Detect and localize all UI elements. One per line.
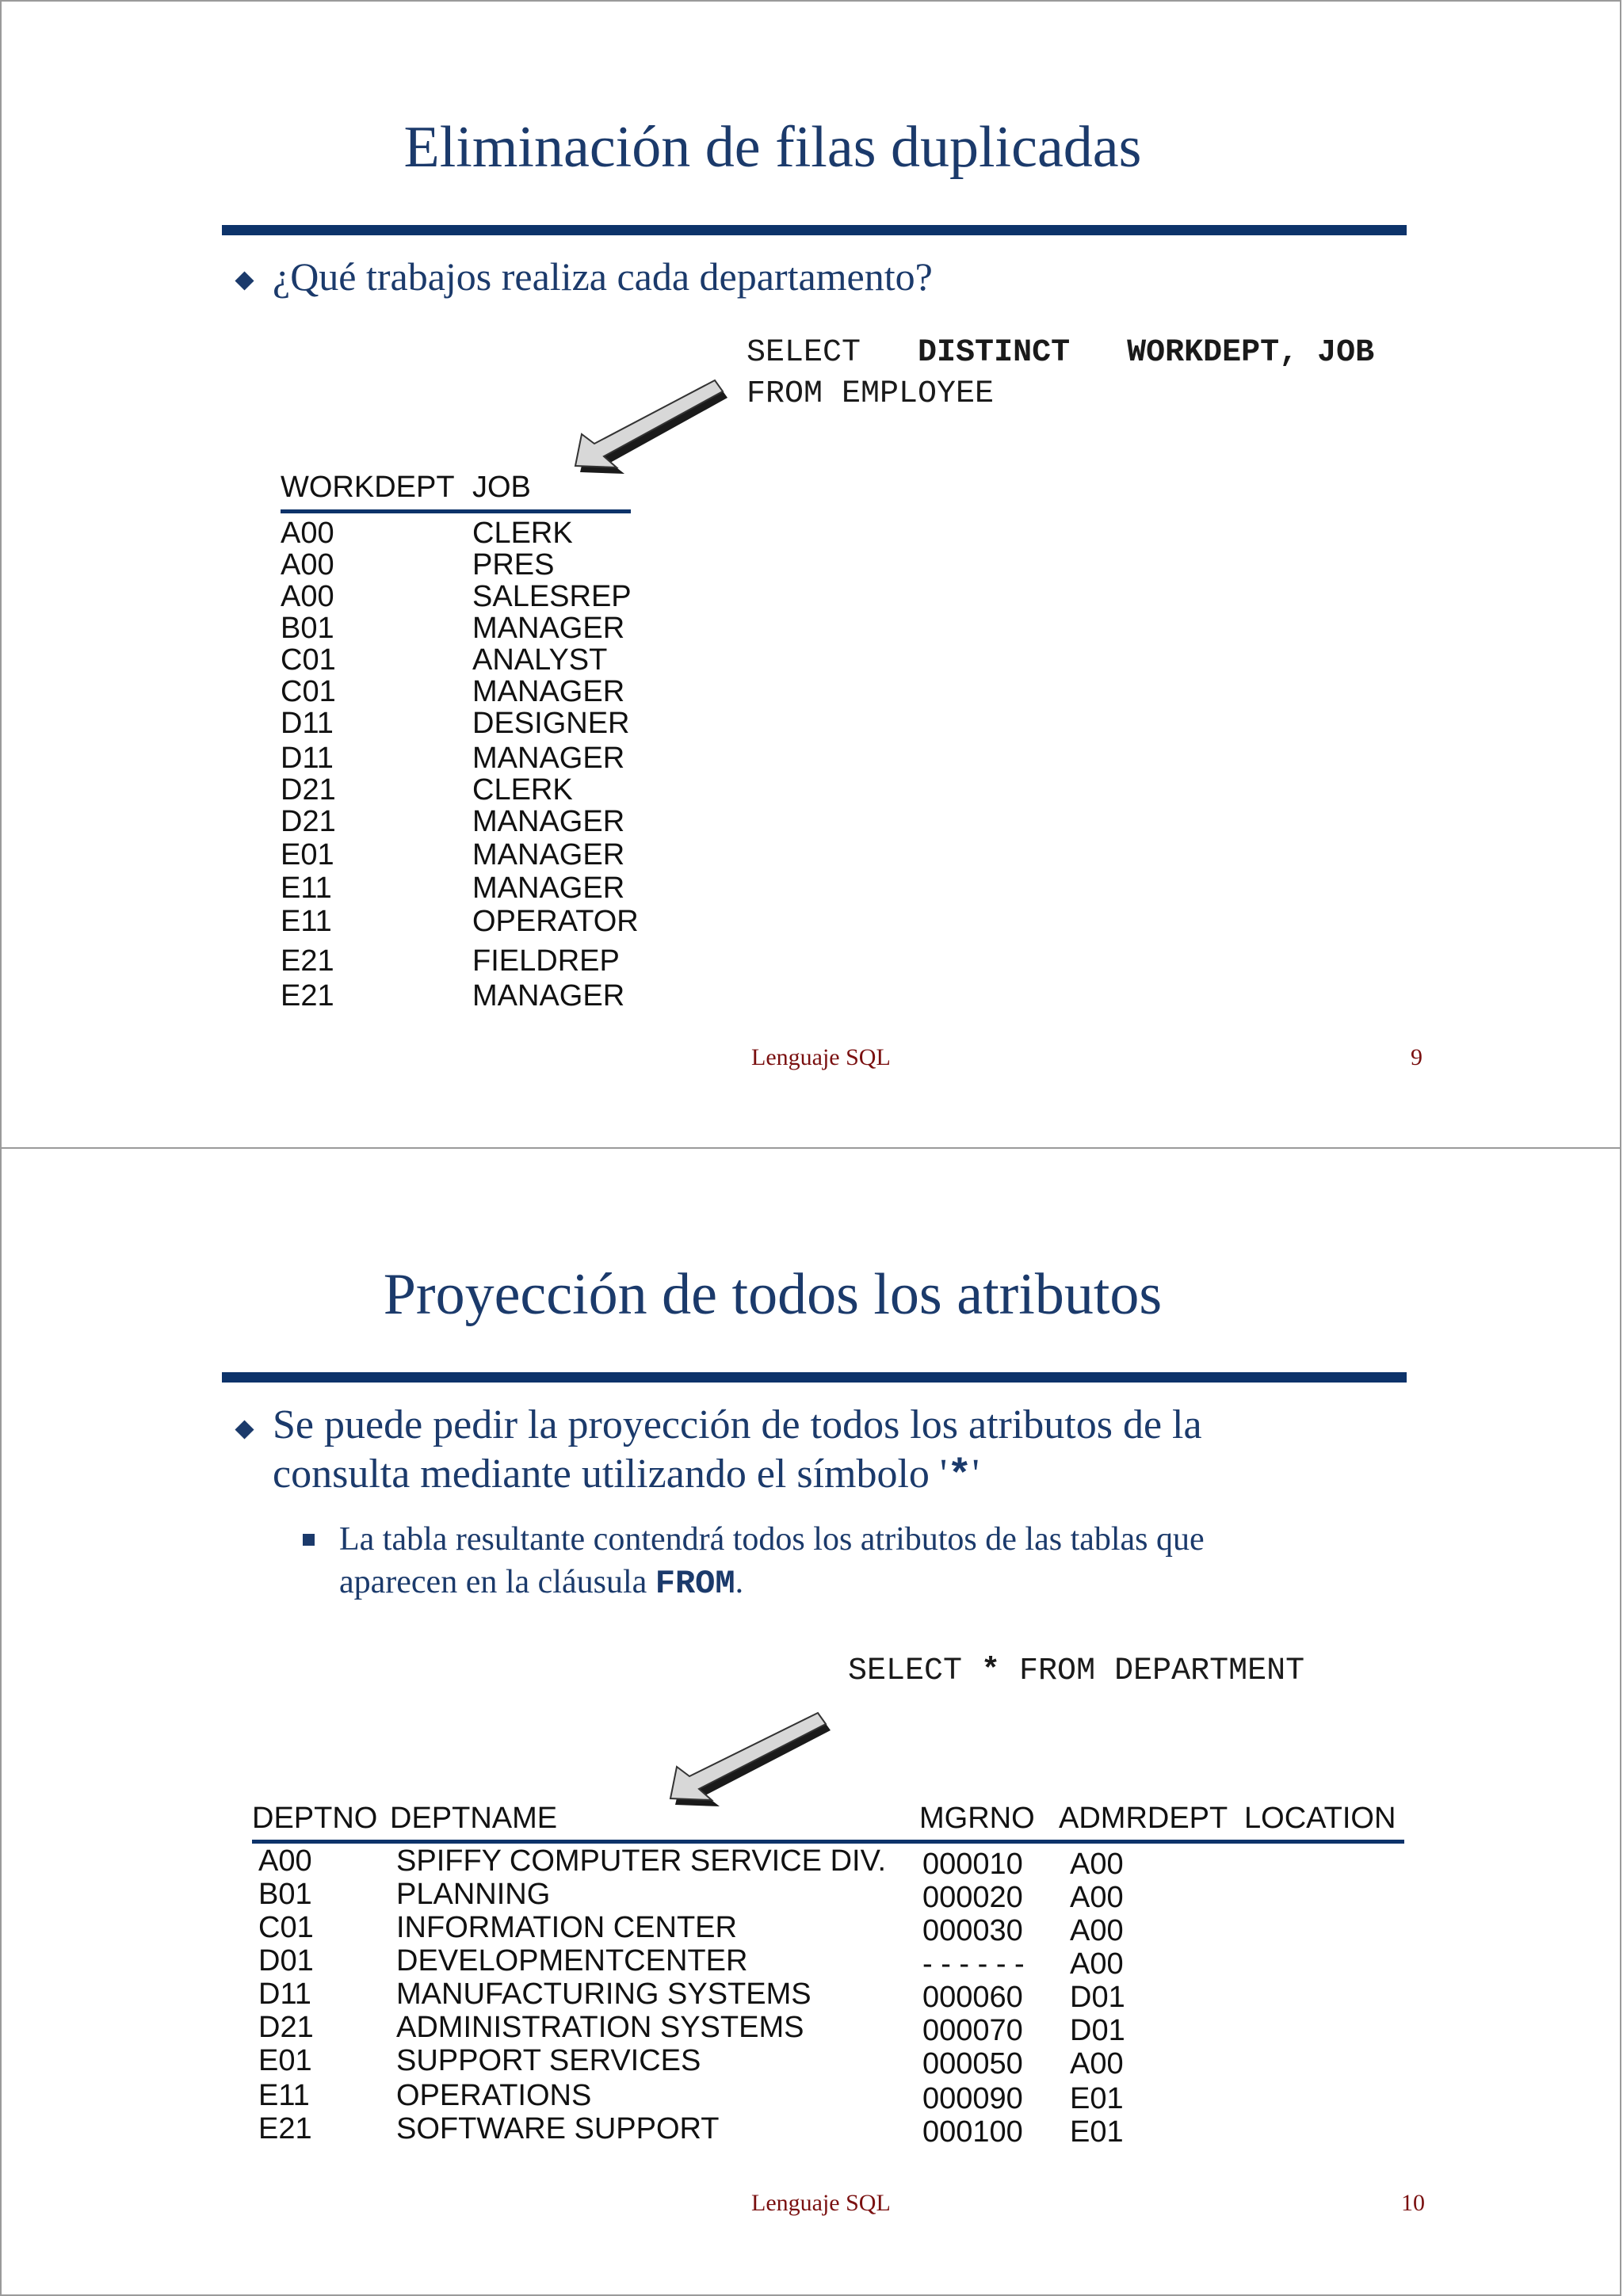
title-rule bbox=[222, 225, 1407, 235]
table-row bbox=[252, 1911, 1409, 1947]
workdept-cell: E21 bbox=[281, 944, 334, 978]
workdept-cell: B01 bbox=[281, 612, 334, 645]
bullet-line-2 bbox=[273, 1450, 1202, 1501]
job-cell: MANAGER bbox=[472, 979, 625, 1013]
sql-select-keyword: SELECT bbox=[848, 1653, 982, 1689]
sub-bullet-line-2-end: . bbox=[735, 1564, 744, 1600]
sql-query bbox=[848, 1651, 1304, 1692]
mgrno-cell: 000050 bbox=[922, 2047, 1023, 2081]
job-cell: DESIGNER bbox=[472, 707, 630, 740]
mgrno-cell: 000030 bbox=[922, 1914, 1023, 1947]
deptno-cell: E01 bbox=[258, 2044, 312, 2077]
bullet-text: ¿Qué trabajos realiza cada departamento? bbox=[273, 254, 933, 299]
admrdept-cell: E01 bbox=[1070, 2082, 1124, 2115]
result-table bbox=[281, 471, 661, 1025]
table-row bbox=[252, 1978, 1409, 2014]
job-cell: MANAGER bbox=[472, 805, 625, 838]
job-cell: PRES bbox=[472, 548, 555, 582]
mgrno-cell: 000070 bbox=[922, 2014, 1023, 2047]
job-cell: MANAGER bbox=[472, 838, 625, 871]
deptname-cell: SUPPORT SERVICES bbox=[396, 2044, 701, 2077]
sql-select-keyword: SELECT bbox=[747, 335, 861, 371]
deptno-cell: D11 bbox=[258, 1978, 311, 2011]
table-row bbox=[281, 979, 661, 1013]
mgrno-cell: 000060 bbox=[922, 1981, 1023, 2014]
slide-title: Eliminación de filas duplicadas bbox=[403, 115, 1142, 180]
footer-title: Lenguaje SQL bbox=[751, 1044, 891, 1070]
table-row bbox=[281, 905, 661, 938]
admrdept-cell: A00 bbox=[1070, 1881, 1124, 1914]
workdept-cell: E11 bbox=[281, 905, 332, 938]
admrdept-cell: A00 bbox=[1070, 1947, 1124, 1981]
sql-distinct-keyword: DISTINCT bbox=[918, 335, 1071, 371]
deptno-cell: C01 bbox=[258, 1911, 314, 1944]
deptno-cell: D01 bbox=[258, 1944, 314, 1978]
deptname-cell: DEVELOPMENTCENTER bbox=[396, 1944, 748, 1978]
asterisk-symbol: * bbox=[947, 1453, 972, 1500]
arrow-icon bbox=[664, 1708, 846, 1810]
mgrno-cell: 000010 bbox=[922, 1848, 1023, 1881]
table-row bbox=[252, 2112, 1409, 2149]
arrow-icon bbox=[569, 374, 743, 477]
workdept-cell: E11 bbox=[281, 871, 332, 905]
sub-bullet-text bbox=[339, 1518, 1205, 1605]
table-row bbox=[281, 773, 661, 807]
deptname-cell: ADMINISTRATION SYSTEMS bbox=[396, 2011, 804, 2044]
column-header-mgrno: MGRNO bbox=[919, 1802, 1035, 1835]
mgrno-cell: 000020 bbox=[922, 1881, 1023, 1914]
sql-columns: WORKDEPT, JOB bbox=[1127, 335, 1375, 371]
job-cell: OPERATOR bbox=[472, 905, 639, 938]
table-row bbox=[252, 1878, 1409, 1914]
job-cell: FIELDREP bbox=[472, 944, 620, 978]
table-row bbox=[252, 1944, 1409, 1981]
deptname-cell: SOFTWARE SUPPORT bbox=[396, 2112, 720, 2145]
table-row bbox=[281, 517, 661, 550]
admrdept-cell: A00 bbox=[1070, 1848, 1124, 1881]
slide-10 bbox=[0, 1147, 1621, 2296]
workdept-cell: A00 bbox=[281, 548, 334, 582]
result-table bbox=[252, 1802, 1409, 2166]
job-cell: MANAGER bbox=[472, 612, 625, 645]
mgrno-cell: - - - - - - bbox=[922, 1947, 1025, 1981]
deptno-cell: B01 bbox=[258, 1878, 312, 1911]
mgrno-cell: 000090 bbox=[922, 2082, 1023, 2115]
column-header-location: LOCATION bbox=[1244, 1802, 1396, 1835]
admrdept-cell: A00 bbox=[1070, 1914, 1124, 1947]
workdept-cell: C01 bbox=[281, 675, 336, 708]
job-cell: ANALYST bbox=[472, 643, 608, 677]
column-header-admrdept: ADMRDEPT bbox=[1059, 1802, 1228, 1835]
table-row bbox=[281, 871, 661, 905]
table-row bbox=[281, 944, 661, 978]
table-row bbox=[252, 2044, 1409, 2081]
deptno-cell: E21 bbox=[258, 2112, 312, 2145]
job-cell: SALESREP bbox=[472, 580, 632, 613]
bullet-line-1: Se puede pedir la proyección de todos los atributos de la bbox=[273, 1402, 1202, 1447]
table-row bbox=[252, 2011, 1409, 2047]
workdept-cell: D11 bbox=[281, 707, 334, 740]
workdept-cell: D21 bbox=[281, 773, 336, 807]
table-row bbox=[281, 838, 661, 871]
sql-from-clause: FROM DEPARTMENT bbox=[1000, 1653, 1305, 1689]
sub-bullet-line-2-text: aparecen en la cláusula bbox=[339, 1564, 655, 1600]
workdept-cell: E01 bbox=[281, 838, 334, 871]
admrdept-cell: A00 bbox=[1070, 2047, 1124, 2081]
table-row bbox=[281, 580, 661, 613]
workdept-cell: D11 bbox=[281, 742, 334, 775]
job-cell: MANAGER bbox=[472, 675, 625, 708]
title-rule bbox=[222, 1372, 1407, 1383]
table-row bbox=[281, 612, 661, 645]
table-row bbox=[281, 548, 661, 582]
workdept-cell: A00 bbox=[281, 517, 334, 550]
workdept-cell: D21 bbox=[281, 805, 336, 838]
diamond-bullet-icon bbox=[235, 1420, 254, 1439]
admrdept-cell: D01 bbox=[1070, 1981, 1125, 2014]
table-row bbox=[281, 707, 661, 740]
workdept-cell: E21 bbox=[281, 979, 334, 1013]
square-bullet-icon bbox=[303, 1534, 315, 1546]
deptno-cell: D21 bbox=[258, 2011, 314, 2044]
job-cell: MANAGER bbox=[472, 742, 625, 775]
column-header-job: JOB bbox=[472, 471, 531, 504]
deptno-cell: A00 bbox=[258, 1844, 312, 1878]
footer-title: Lenguaje SQL bbox=[751, 2190, 891, 2216]
table-row bbox=[281, 675, 661, 708]
sub-bullet-line-2 bbox=[339, 1561, 1205, 1605]
mgrno-cell: 000100 bbox=[922, 2115, 1023, 2149]
header-rule bbox=[281, 509, 631, 513]
deptname-cell: SPIFFY COMPUTER SERVICE DIV. bbox=[396, 1844, 887, 1878]
sql-star: * bbox=[981, 1653, 1001, 1689]
column-header-workdept: WORKDEPT bbox=[281, 471, 455, 504]
workdept-cell: C01 bbox=[281, 643, 336, 677]
admrdept-cell: D01 bbox=[1070, 2014, 1125, 2047]
table-row bbox=[281, 643, 661, 677]
bullet-line-2-end: ' bbox=[972, 1451, 980, 1497]
from-keyword: FROM bbox=[655, 1565, 735, 1603]
deptname-cell: MANUFACTURING SYSTEMS bbox=[396, 1978, 812, 2011]
table-row bbox=[281, 742, 661, 775]
sub-bullet-line-1: La tabla resultante contendrá todos los atributos de las tablas que bbox=[339, 1521, 1205, 1558]
deptname-cell: PLANNING bbox=[396, 1878, 551, 1911]
table-row bbox=[252, 1844, 1409, 1881]
bullet-line-2-text: consulta mediante utilizando el símbolo ' bbox=[273, 1451, 948, 1497]
table-row bbox=[252, 2079, 1409, 2115]
column-header-deptno: DEPTNO bbox=[252, 1802, 378, 1835]
page-number: 10 bbox=[1401, 2190, 1425, 2216]
page-number: 9 bbox=[1411, 1044, 1423, 1070]
deptname-cell: OPERATIONS bbox=[396, 2079, 592, 2112]
slide-title: Proyección de todos los atributos bbox=[383, 1262, 1163, 1327]
job-cell: CLERK bbox=[472, 517, 573, 550]
header-rule bbox=[252, 1840, 1404, 1844]
job-cell: CLERK bbox=[472, 773, 573, 807]
admrdept-cell: E01 bbox=[1070, 2115, 1124, 2149]
deptno-cell: E11 bbox=[258, 2079, 310, 2112]
table-row bbox=[281, 805, 661, 838]
deptname-cell: INFORMATION CENTER bbox=[396, 1911, 737, 1944]
bullet-text bbox=[273, 1401, 1202, 1501]
sql-query bbox=[747, 333, 1374, 415]
job-cell: MANAGER bbox=[472, 871, 625, 905]
sql-from-clause: FROM EMPLOYEE bbox=[747, 376, 995, 412]
diamond-bullet-icon bbox=[235, 271, 254, 290]
workdept-cell: A00 bbox=[281, 580, 334, 613]
column-header-deptname: DEPTNAME bbox=[390, 1802, 558, 1835]
